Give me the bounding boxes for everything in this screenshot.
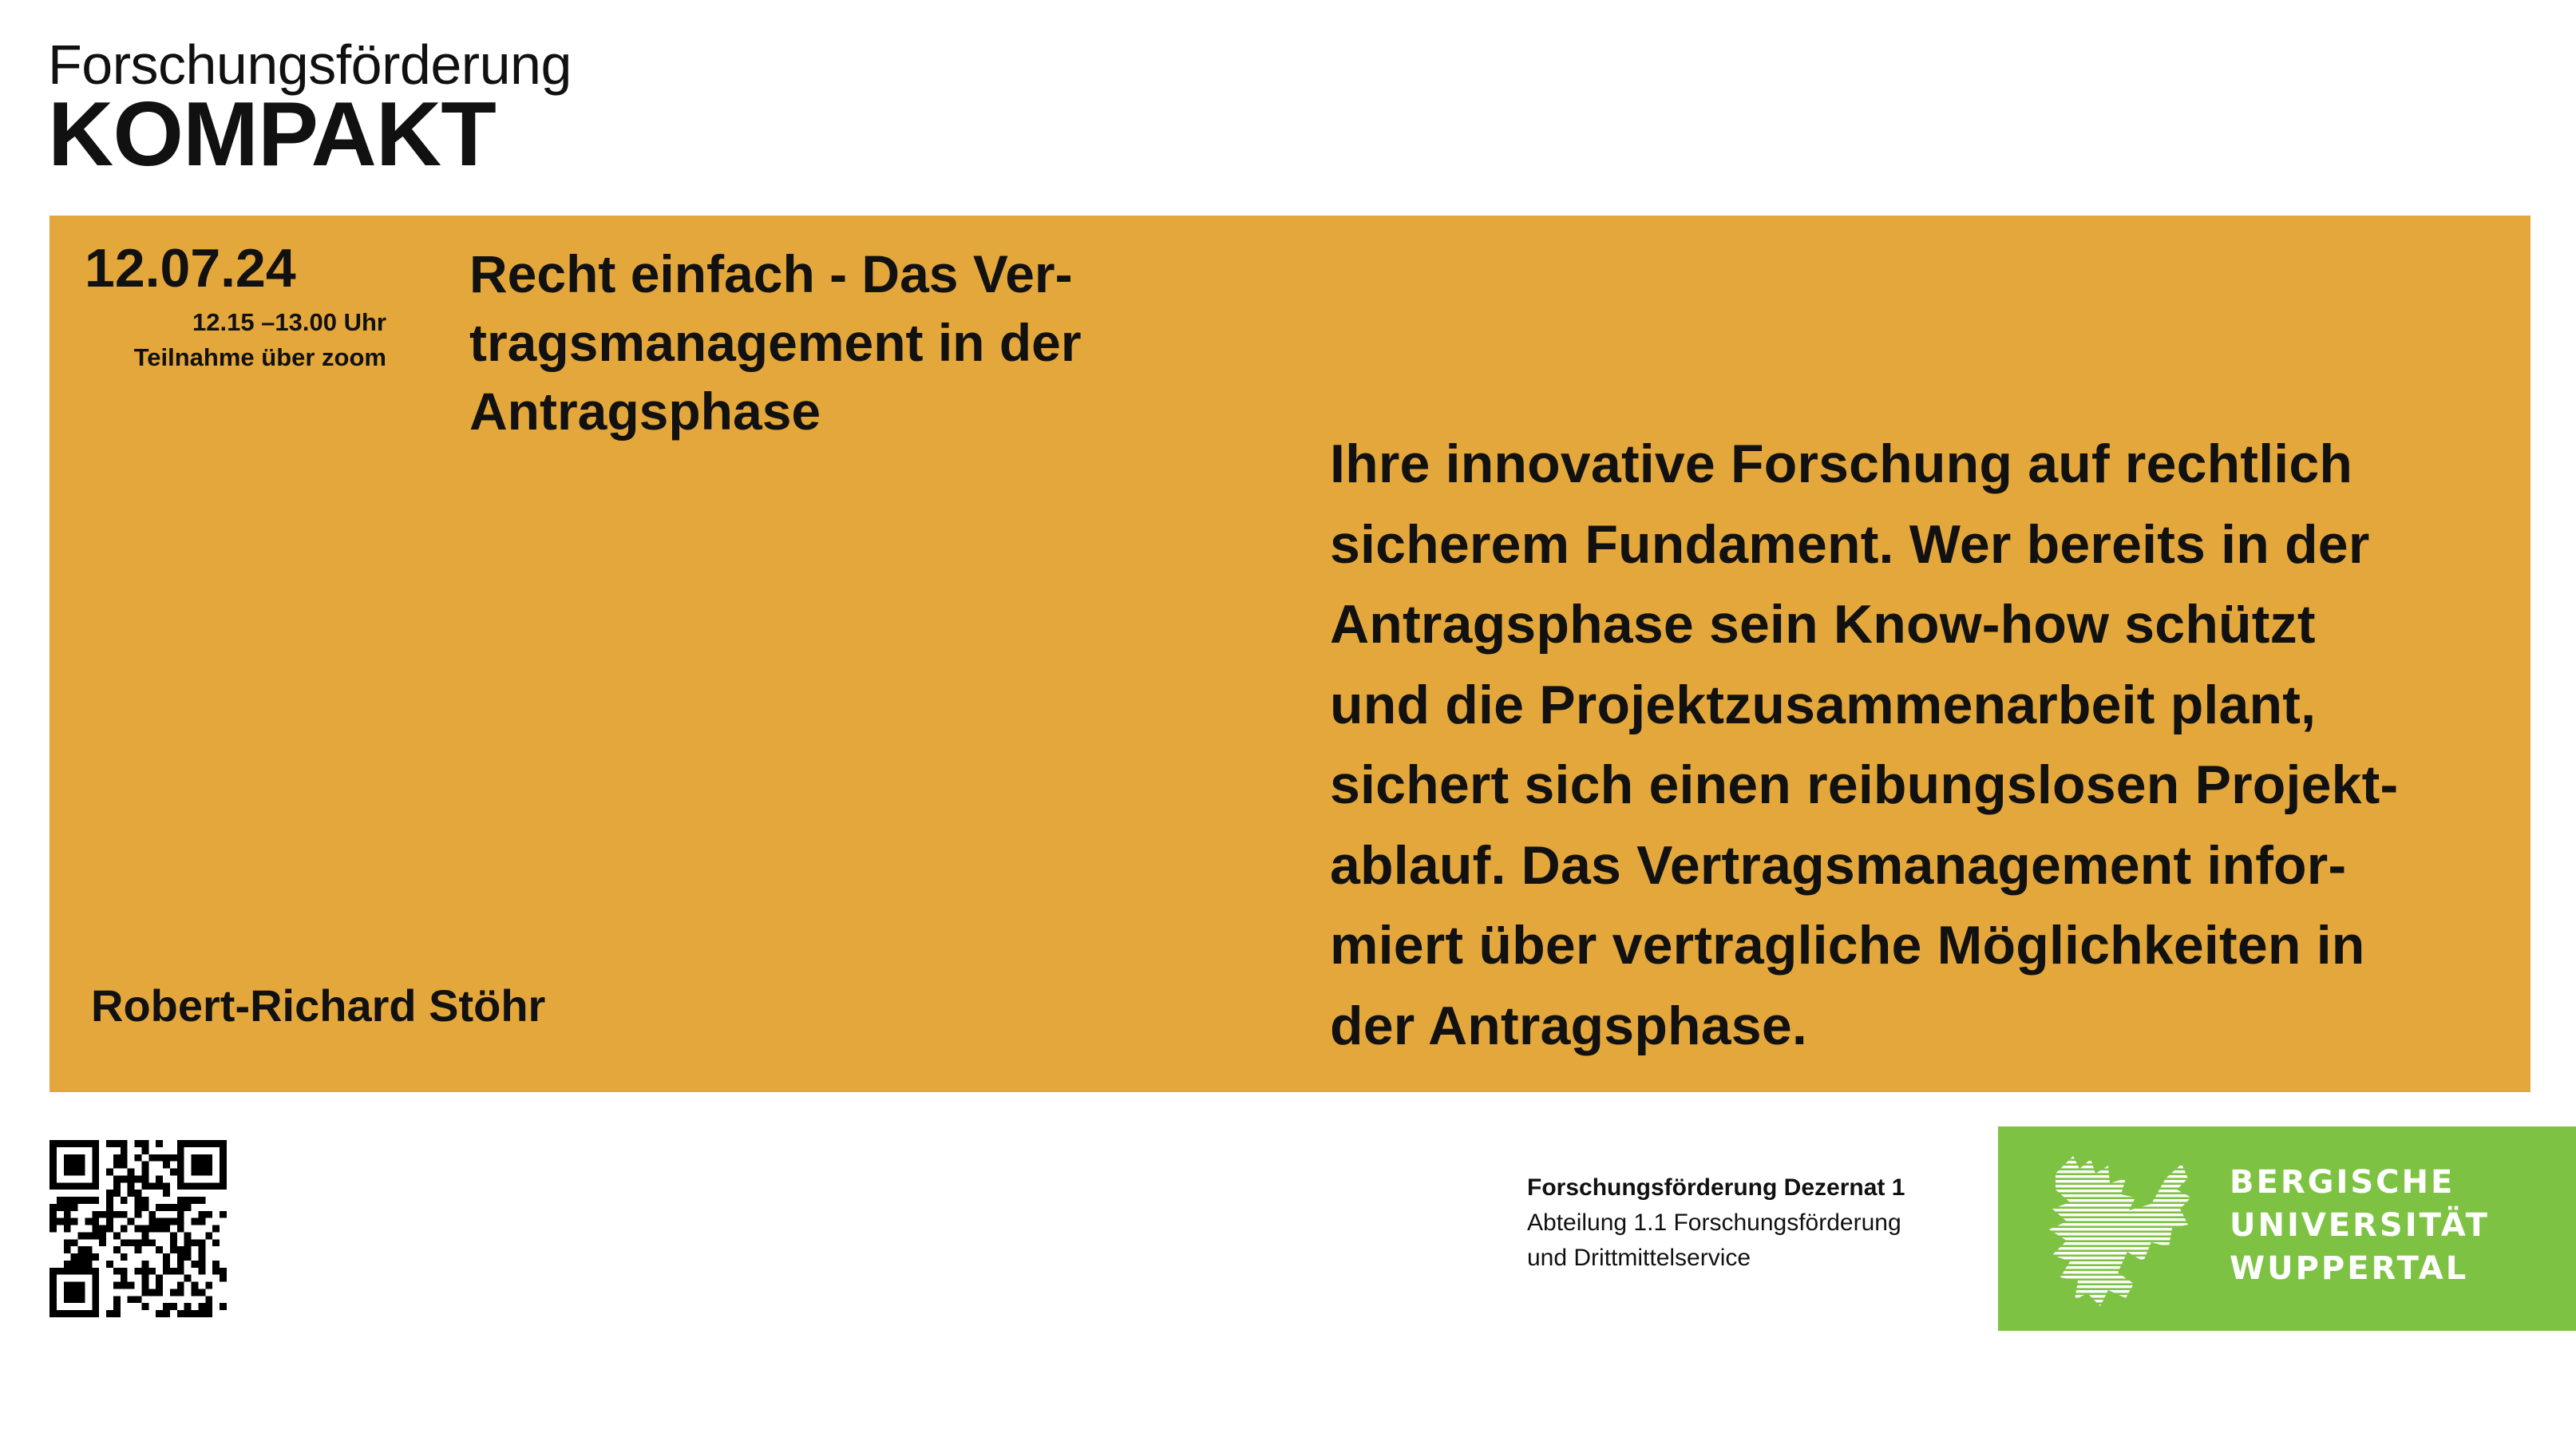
- event-title: Recht einfach - Das Ver- tragsmanagement in der Antragsphase: [469, 244, 1082, 441]
- brand-subtitle: KOMPAKT: [48, 84, 496, 185]
- department-line-3: und Drittmittelservice: [1527, 1245, 1751, 1271]
- logo-line-3: WUPPERTAL: [2230, 1250, 2469, 1287]
- brand-title: Forschungsförderung: [48, 34, 572, 96]
- lion-emblem-icon: [2032, 1142, 2199, 1317]
- event-location: Teilnahme über zoom: [133, 343, 386, 371]
- department-line-2: Abteilung 1.1 Forschungsförderung: [1527, 1209, 1901, 1236]
- event-speaker: Robert-Richard Stöhr: [91, 980, 546, 1031]
- university-name: [2230, 1161, 2490, 1290]
- logo-line-2: UNIVERSITÄT: [2230, 1207, 2490, 1244]
- event-time: 12.15 –13.00 Uhr: [192, 308, 386, 336]
- department-name: Forschungsförderung Dezernat 1: [1527, 1174, 1905, 1201]
- event-date: 12.07.24: [85, 238, 296, 299]
- department-info: [1527, 1170, 1905, 1276]
- qr-code-icon[interactable]: [49, 1140, 227, 1317]
- event-description: Ihre innovative Forschung auf rechtlich sicherem Fundament. Wer bereits in der Antragsphase sein Know-how schützt und die Projektzusammenarbeit plant, sichert sich einen reibungslosen Projekt- ablauf. Das Vertragsmanagement infor- miert über vertragliche Möglichkeiten in der Antragsphase.: [1330, 434, 2399, 1056]
- logo-line-1: BERGISCHE: [2230, 1164, 2455, 1201]
